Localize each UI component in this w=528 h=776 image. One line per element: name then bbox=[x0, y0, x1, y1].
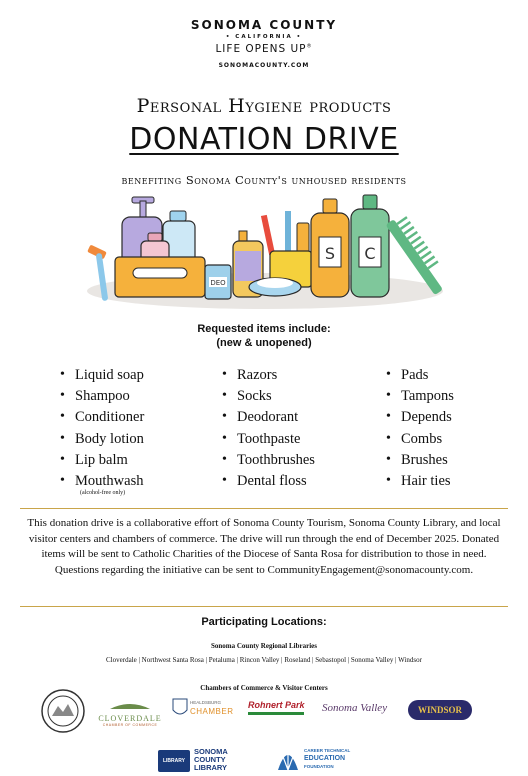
svg-text:C: C bbox=[364, 244, 376, 263]
list-item: • Conditioner bbox=[60, 408, 144, 429]
shell-icon bbox=[276, 746, 300, 772]
items-column-1 bbox=[60, 366, 144, 493]
items-column-3 bbox=[386, 366, 454, 493]
cloverdale-chamber-logo: CLOVERDALE CHAMBER OF COMMERCE bbox=[94, 696, 166, 727]
list-item: • Pads bbox=[386, 366, 454, 387]
page-title-line1: Personal Hygiene products bbox=[136, 95, 392, 117]
list-item: • Depends bbox=[386, 408, 454, 429]
divider-bottom bbox=[20, 606, 508, 607]
hygiene-products-illustration bbox=[85, 193, 445, 311]
list-item: • Tampons bbox=[386, 387, 454, 408]
conditioner-bottle-icon bbox=[351, 195, 389, 297]
chambers-heading: Chambers of Commerce & Visitor Centers bbox=[200, 684, 328, 692]
list-item: • Shampoo bbox=[60, 387, 144, 408]
list-item: • Razors bbox=[222, 366, 315, 387]
items-column-2 bbox=[222, 366, 315, 493]
soap-bar-icon bbox=[249, 278, 301, 296]
svg-text:DEO: DEO bbox=[210, 279, 226, 287]
shampoo-bottle-icon bbox=[311, 199, 349, 297]
caddy-basket-icon bbox=[115, 257, 205, 297]
list-item: • Body lotion bbox=[60, 430, 144, 451]
page-title-line2: DONATION DRIVE bbox=[129, 122, 399, 157]
divider-top bbox=[20, 508, 508, 509]
cte-foundation-logo: CAREER TECHNICAL EDUCATION FOUNDATION bbox=[276, 746, 376, 774]
sonoma-county-library-logo: LIBRARY SONOMA COUNTY LIBRARY bbox=[158, 748, 250, 774]
brand-url: SONOMACOUNTY.COM bbox=[218, 62, 310, 69]
description-paragraph: This donation drive is a collaborative effort of Sonoma County Tourism, Sonoma County Library, and local visitor centers and chambers of commerce. The drive will run through the end of December 2025. Donated items will be sent to Catholic Charities of the Diocese of Santa Rosa for distribution to those in need. Questions regarding the initiative can be sent to CommunityEngagement@sonomacounty.com. bbox=[27, 517, 501, 576]
libraries-heading: Sonoma County Regional Libraries bbox=[211, 642, 317, 650]
brand-state: • CALIFORNIA • bbox=[225, 34, 303, 40]
svg-text:S: S bbox=[324, 244, 336, 263]
list-item: • Liquid soap bbox=[60, 366, 144, 387]
library-badge-icon: LIBRARY bbox=[158, 750, 190, 772]
city-seal-logo bbox=[40, 688, 86, 734]
list-item: • Mouthwash bbox=[60, 472, 144, 493]
list-item: • Hair ties bbox=[386, 472, 454, 493]
vineyard-icon bbox=[110, 699, 150, 709]
list-item: • Toothpaste bbox=[222, 430, 315, 451]
rohnert-park-chamber-logo: Rohnert Park bbox=[248, 700, 314, 715]
list-item: • Socks bbox=[222, 387, 315, 408]
page-subtitle: benefiting Sonoma County's unhoused residents bbox=[121, 173, 407, 187]
list-item: • Deodorant bbox=[222, 408, 315, 429]
list-item: • Dental floss bbox=[222, 472, 315, 493]
sonoma-valley-logo: Sonoma Valley bbox=[322, 702, 388, 714]
mouthwash-note: (alcohol-free only) bbox=[80, 490, 126, 496]
brand-tagline: LIFE OPENS UP® bbox=[215, 43, 313, 55]
shield-icon bbox=[172, 698, 188, 718]
requested-items-heading: Requested items include: (new & unopened) bbox=[197, 323, 331, 349]
list-item: • Brushes bbox=[386, 451, 454, 472]
brand-name: SONOMA COUNTY bbox=[190, 18, 338, 32]
list-item: • Combs bbox=[386, 430, 454, 451]
list-item: • Lip balm bbox=[60, 451, 144, 472]
locations-heading: Participating Locations: bbox=[201, 616, 327, 628]
list-item: • Toothbrushes bbox=[222, 451, 315, 472]
sonoma-county-brand-logo bbox=[0, 18, 528, 69]
windsor-chamber-logo: WINDSOR bbox=[408, 700, 472, 720]
libraries-list: Cloverdale | Northwest Santa Rosa | Petaluma | Rincon Valley | Roseland | Sebastopol | Sonoma Valley | Windsor bbox=[106, 656, 422, 664]
deodorant-icon bbox=[205, 265, 231, 299]
